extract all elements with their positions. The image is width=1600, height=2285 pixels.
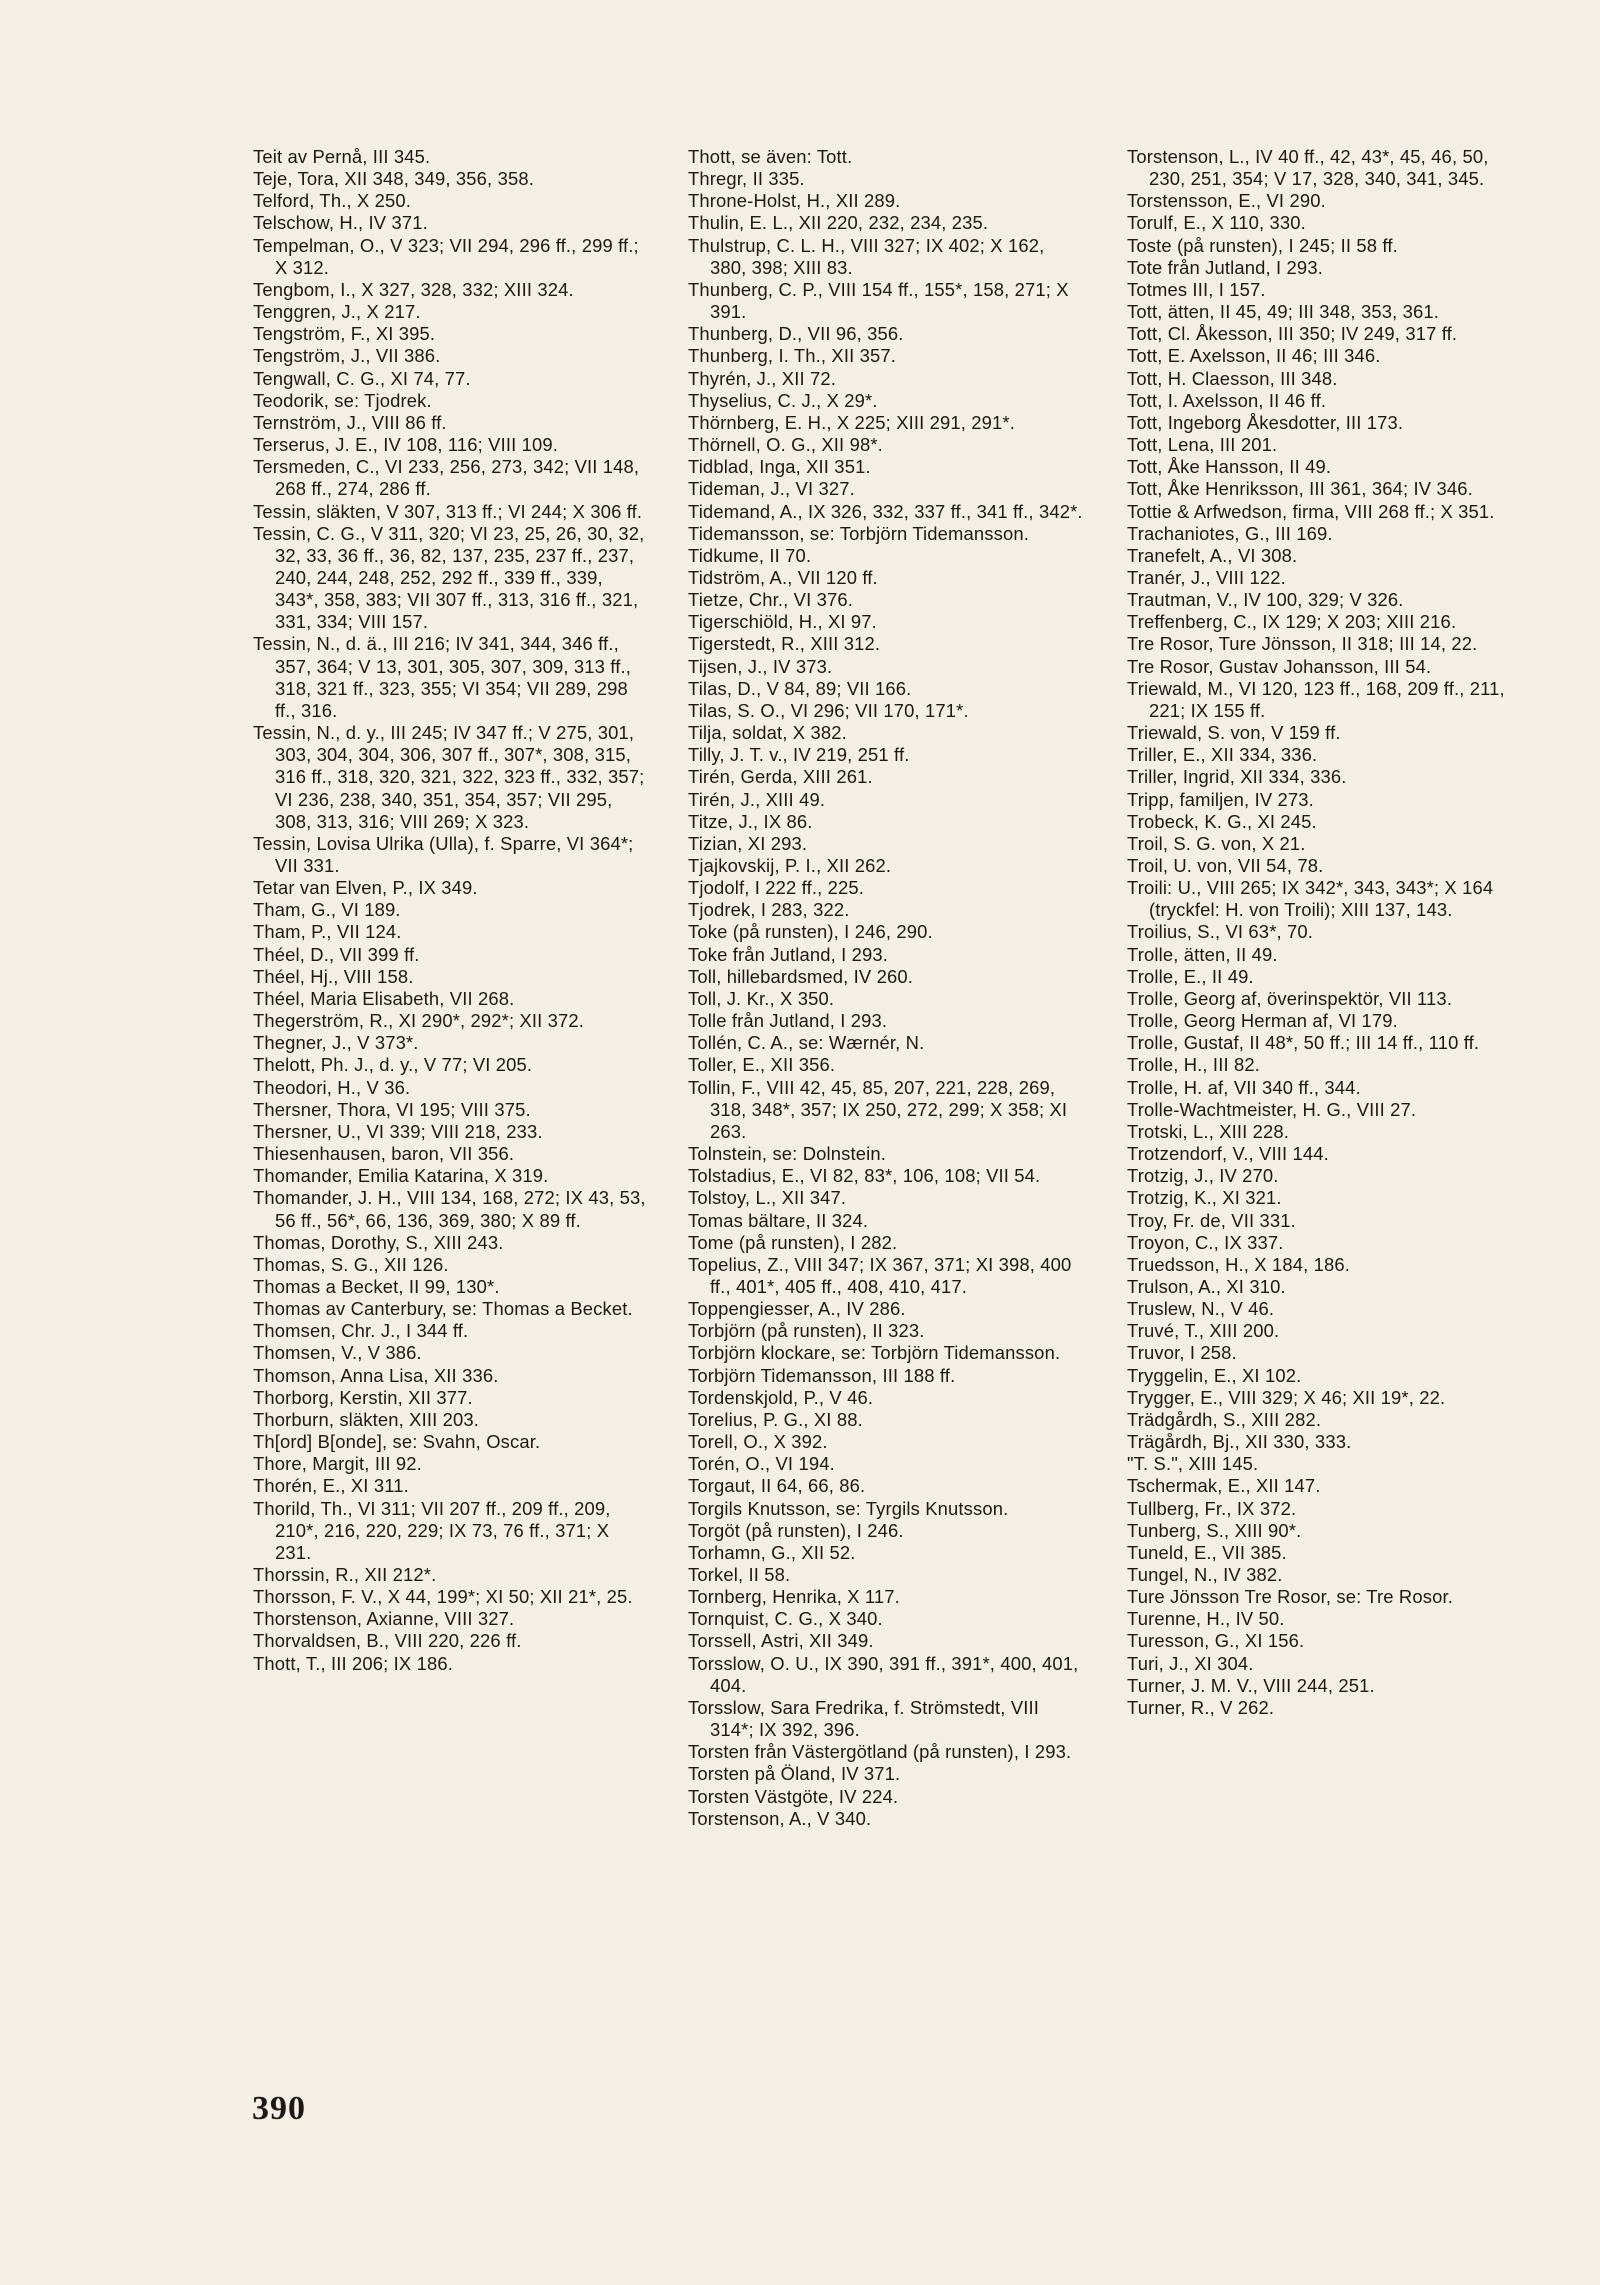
index-entry: Troil, U. von, VII 54, 78. bbox=[1127, 855, 1324, 876]
index-entry: Tidemand, A., IX 326, 332, 337 ff., 341 ff., 342*. bbox=[688, 500, 1083, 522]
index-entry: Tranefelt, A., VI 308. bbox=[1127, 544, 1298, 566]
index-entry: Tidblad, Inga, XII 351. bbox=[688, 456, 871, 478]
index-entry: Triewald, S. von, V 159 ff. bbox=[1127, 722, 1341, 744]
index-entry: Torssell, Astri, XII 349. bbox=[688, 1630, 874, 1652]
index-entry: Tott, E. Axelsson, II 46; III 346. bbox=[1127, 345, 1381, 367]
index-entry: Tjodolf, I 222 ff., 225. bbox=[688, 877, 865, 899]
index-entry: Théel, Maria Elisabeth, VII 268. bbox=[253, 987, 515, 1009]
index-entry: Tott, H. Claesson, III 348. bbox=[1127, 367, 1338, 389]
index-entry: Triller, E., XII 334, 336. bbox=[1127, 744, 1318, 766]
index-entry: Turenne, H., IV 50. bbox=[1127, 1608, 1285, 1630]
index-entry: Throne-Holst, H., XII 289. bbox=[688, 190, 901, 212]
index-entry: Thiesenhausen, baron, VII 356. bbox=[253, 1143, 515, 1165]
index-entry: Thomander, J. H., VIII 134, 168, 272; IX 43, 53, 56 ff., 56*, 66, 136, 369, 380; X 89 ff. bbox=[253, 1187, 646, 1231]
index-entry: Trolle-Wachtmeister, H. G., VIII 27. bbox=[1127, 1098, 1417, 1120]
index-entry: Tott, Åke Hansson, II 49. bbox=[1127, 456, 1332, 478]
index-entry: Th[ord] B[onde], se: Svahn, Oscar. bbox=[253, 1431, 541, 1453]
index-entry: Tott, ätten, II 45, 49; III 348, 353, 361. bbox=[1127, 301, 1439, 323]
index-entry: Trädgårdh, S., XIII 282. bbox=[1127, 1408, 1322, 1430]
index-entry: Tenggren, J., X 217. bbox=[253, 301, 421, 323]
index-entry: Telschow, H., IV 371. bbox=[253, 212, 428, 234]
index-entry: Tidström, A., VII 120 ff. bbox=[688, 566, 878, 588]
index-entry: Totmes III, I 157. bbox=[1127, 278, 1266, 300]
index-entry: Tolstoy, L., XII 347. bbox=[688, 1187, 847, 1209]
index-entry: Turner, R., V 262. bbox=[1127, 1696, 1275, 1718]
index-entry: Trolle, Gustaf, II 48*, 50 ff.; III 14 ff., 110 ff. bbox=[1127, 1032, 1480, 1054]
index-entry: Tham, P., VII 124. bbox=[253, 921, 402, 943]
index-entry: Thomas a Becket, II 99, 130*. bbox=[253, 1275, 500, 1297]
index-entry: Tigerschiöld, H., XI 97. bbox=[688, 611, 877, 633]
index-entry: Tolstadius, E., VI 82, 83*, 106, 108; VII 54. bbox=[688, 1165, 1041, 1187]
index-entry: Torell, O., X 392. bbox=[688, 1431, 828, 1453]
index-entry: Torelius, P. G., XI 88. bbox=[688, 1408, 863, 1430]
index-entry: Tengström, F., XI 395. bbox=[253, 323, 436, 345]
index-entry: Tott, Lena, III 201. bbox=[1127, 434, 1278, 456]
index-entry: Torbjörn (på runsten), II 323. bbox=[688, 1320, 925, 1342]
index-entry: Ture Jönsson Tre Rosor, se: Tre Rosor. bbox=[1127, 1586, 1453, 1608]
index-entry: Thorsson, F. V., X 44, 199*; XI 50; XII 21*, 25. bbox=[253, 1586, 633, 1608]
index-entry: Tijsen, J., IV 373. bbox=[688, 655, 833, 677]
index-entry: Torsslow, Sara Fredrika, f. Strömstedt, VIII 314*; IX 392, 396. bbox=[688, 1696, 1040, 1741]
index-entry: Tornberg, Henrika, X 117. bbox=[688, 1586, 900, 1608]
index-entry: Treffenberg, C., IX 129; X 203; XIII 216. bbox=[1127, 611, 1457, 633]
index-entry: Torsten på Öland, IV 371. bbox=[688, 1763, 901, 1785]
index-entry: Torsten från Västergötland (på runsten), I 293. bbox=[688, 1741, 1072, 1763]
index-entry: Tolnstein, se: Dolnstein. bbox=[688, 1143, 886, 1165]
index-entry: Tre Rosor, Ture Jönsson, II 318; III 14, 22. bbox=[1127, 633, 1478, 655]
index-entry: Trygger, E., VIII 329; X 46; XII 19*, 22. bbox=[1127, 1386, 1446, 1408]
index-entry: Thomas av Canterbury, se: Thomas a Becket. bbox=[253, 1298, 633, 1320]
index-entry: Tollin, F., VIII 42, 45, 85, 207, 221, 228, 269, 318, 348*, 357; IX 250, 272, 299; X 358; XI 263. bbox=[688, 1076, 1068, 1142]
index-entry: Tolle från Jutland, I 293. bbox=[688, 1010, 888, 1032]
index-entry: Thomas, S. G., XII 126. bbox=[253, 1253, 449, 1275]
index-entry: Thott, se även: Tott. bbox=[688, 146, 853, 167]
index-entry: Toppengiesser, A., IV 286. bbox=[688, 1298, 906, 1320]
index-entry: Torsten Västgöte, IV 224. bbox=[688, 1785, 899, 1807]
index-entry: Troil, S. G. von, X 21. bbox=[1127, 832, 1306, 854]
index-entry: Tomas bältare, II 324. bbox=[688, 1209, 869, 1231]
index-entry: Thorstenson, Axianne, VIII 327. bbox=[253, 1608, 515, 1630]
index-entry: Troyon, C., IX 337. bbox=[1127, 1231, 1284, 1253]
index-entry: Tilly, J. T. v., IV 219, 251 ff. bbox=[688, 744, 910, 766]
index-entry: Topelius, Z., VIII 347; IX 367, 371; XI 398, 400 ff., 401*, 405 ff., 408, 410, 417. bbox=[688, 1253, 1072, 1297]
index-entry: Tordenskjold, P., V 46. bbox=[688, 1386, 874, 1408]
index-entry: Torsslow, O. U., IX 390, 391 ff., 391*, 400, 401, 404. bbox=[688, 1652, 1079, 1696]
index-entry: Thomsen, Chr. J., I 344 ff. bbox=[253, 1320, 469, 1342]
page-number: 390 bbox=[252, 2090, 306, 2127]
index-entry: Tornquist, C. G., X 340. bbox=[688, 1608, 883, 1630]
index-entry: Torulf, E., X 110, 330. bbox=[1127, 212, 1306, 234]
index-entry: Terserus, J. E., IV 108, 116; VIII 109. bbox=[253, 434, 559, 456]
index-entry: Tullberg, Fr., IX 372. bbox=[1127, 1497, 1297, 1519]
index-entry: Torgaut, II 64, 66, 86. bbox=[688, 1475, 866, 1497]
index-entry: Triewald, M., VI 120, 123 ff., 168, 209 ff., 211, 221; IX 155 ff. bbox=[1127, 677, 1505, 721]
index-entry: Truvor, I 258. bbox=[1127, 1342, 1237, 1364]
index-entry: Thott, T., III 206; IX 186. bbox=[253, 1652, 453, 1674]
index-entry: Tizian, XI 293. bbox=[688, 832, 808, 854]
index-entry: Trotski, L., XIII 228. bbox=[1127, 1120, 1290, 1142]
index-entry: Trolle, E., II 49. bbox=[1127, 965, 1254, 987]
index-entry: Tripp, familjen, IV 273. bbox=[1127, 788, 1314, 810]
index-entry: Tidemansson, se: Torbjörn Tidemansson. bbox=[688, 522, 1029, 544]
index-entry: Thyrén, J., XII 72. bbox=[688, 367, 836, 389]
index-entry: Tengström, J., VII 386. bbox=[253, 345, 441, 367]
index-entry: Tjajkovskij, P. I., XII 262. bbox=[688, 855, 892, 876]
index-entry: Torbjörn klockare, se: Torbjörn Tidemansson. bbox=[688, 1342, 1061, 1364]
index-entry: Thunberg, C. P., VIII 154 ff., 155*, 158, 271; X 391. bbox=[688, 278, 1069, 323]
index-entry: Torbjörn Tidemansson, III 188 ff. bbox=[688, 1364, 956, 1386]
index-entry: Trotzig, J., IV 270. bbox=[1127, 1165, 1279, 1187]
index-entry: Tietze, Chr., VI 376. bbox=[688, 589, 853, 611]
index-entry: Trolle, H. af, VII 340 ff., 344. bbox=[1127, 1076, 1361, 1098]
index-entry: Torén, O., VI 194. bbox=[688, 1453, 835, 1475]
index-entry: Tranér, J., VIII 122. bbox=[1127, 566, 1286, 588]
index-entry: Toll, hillebardsmed, IV 260. bbox=[688, 965, 914, 987]
index-entry: Tryggelin, E., XI 102. bbox=[1127, 1364, 1302, 1386]
index-entry: Theodori, H., V 36. bbox=[253, 1076, 411, 1098]
index-entry: Tersmeden, C., VI 233, 256, 273, 342; VII 148, 268 ff., 274, 286 ff. bbox=[253, 456, 640, 500]
index-entry: Tetar van Elven, P., IX 349. bbox=[253, 877, 478, 899]
index-entry: Troilius, S., VI 63*, 70. bbox=[1127, 921, 1314, 943]
index-entry: Tollén, C. A., se: Wærnér, N. bbox=[688, 1032, 925, 1054]
index-entry: Turi, J., XI 304. bbox=[1127, 1652, 1254, 1674]
index-entry: Tott, Ingeborg Åkesdotter, III 173. bbox=[1127, 411, 1404, 433]
index-entry: Telford, Th., X 250. bbox=[253, 190, 412, 212]
index-entry: Tessin, N., d. y., III 245; IV 347 ff.; V 275, 301, 303, 304, 304, 306, 307 ff., 307*, 308, 315, 316 ff., 318, 320, 321, 322, 323 ff., 332, 357; VI 236, 238, 340, 351, 354, 357; VII 295, 308, 313, 316; VIII 269; X 323. bbox=[253, 722, 645, 832]
index-entry: Thersner, Thora, VI 195; VIII 375. bbox=[253, 1098, 531, 1120]
index-entry: Trolle, H., III 82. bbox=[1127, 1054, 1260, 1076]
index-entry: "T. S.", XIII 145. bbox=[1127, 1453, 1259, 1475]
index-entry: Tham, G., VI 189. bbox=[253, 899, 401, 921]
index-entry: Thegerström, R., XI 290*, 292*; XII 372. bbox=[253, 1010, 585, 1032]
index-entry: Thulstrup, C. L. H., VIII 327; IX 402; X 162, 380, 398; XIII 83. bbox=[688, 234, 1045, 278]
index-entry: Toke från Jutland, I 293. bbox=[688, 943, 889, 965]
index-entry: Truslew, N., V 46. bbox=[1127, 1298, 1275, 1320]
index-entry: Turner, J. M. V., VIII 244, 251. bbox=[1127, 1674, 1375, 1696]
index-entry: Tilas, D., V 84, 89; VII 166. bbox=[688, 677, 912, 699]
index-entry: Trotzig, K., XI 321. bbox=[1127, 1187, 1282, 1209]
index-entry: Tott, Åke Henriksson, III 361, 364; IV 346. bbox=[1127, 478, 1473, 500]
index-entry: Tengwall, C. G., XI 74, 77. bbox=[253, 367, 471, 389]
index-entry: Trulson, A., XI 310. bbox=[1127, 1275, 1286, 1297]
index-column-2 bbox=[688, 146, 1083, 1830]
index-entry: Trägårdh, Bj., XII 330, 333. bbox=[1127, 1431, 1352, 1453]
index-entry: Trolle, ätten, II 49. bbox=[1127, 943, 1278, 965]
index-entry: Tigerstedt, R., XIII 312. bbox=[688, 633, 881, 655]
index-entry: Troy, Fr. de, VII 331. bbox=[1127, 1209, 1296, 1231]
index-entry: Tote från Jutland, I 293. bbox=[1127, 256, 1323, 278]
index-entry: Tschermak, E., XII 147. bbox=[1127, 1475, 1321, 1497]
index-entry: Torgöt (på runsten), I 246. bbox=[688, 1519, 904, 1541]
index-entry: Thomas, Dorothy, S., XIII 243. bbox=[253, 1231, 504, 1253]
index-entry: Teje, Tora, XII 348, 349, 356, 358. bbox=[253, 168, 534, 190]
index-entry: Torgils Knutsson, se: Tyrgils Knutsson. bbox=[688, 1497, 1009, 1519]
index-entry: Théel, Hj., VIII 158. bbox=[253, 965, 414, 987]
index-entry: Thomander, Emilia Katarina, X 319. bbox=[253, 1165, 549, 1187]
index-entry: Trautman, V., IV 100, 329; V 326. bbox=[1127, 589, 1404, 611]
index-entry: Thorild, Th., VI 311; VII 207 ff., 209 ff., 209, 210*, 216, 220, 229; IX 73, 76 ff., 371; X 231. bbox=[253, 1497, 611, 1563]
index-entry: Thersner, U., VI 339; VIII 218, 233. bbox=[253, 1120, 543, 1142]
index-entry: Tott, I. Axelsson, II 46 ff. bbox=[1127, 389, 1327, 411]
index-entry: Troili: U., VIII 265; IX 342*, 343, 343*; X 164 (tryckfel: H. von Troili); XIII 137, 143. bbox=[1127, 877, 1494, 921]
index-entry: Tirén, Gerda, XIII 261. bbox=[688, 766, 873, 788]
index-entry: Torstensson, E., VI 290. bbox=[1127, 190, 1326, 212]
index-entry: Thunberg, I. Th., XII 357. bbox=[688, 345, 897, 367]
index-entry: Torkel, II 58. bbox=[688, 1564, 791, 1585]
index-entry: Teit av Pernå, III 345. bbox=[253, 146, 431, 167]
index-entry: Triller, Ingrid, XII 334, 336. bbox=[1127, 766, 1347, 788]
index-entry: Tottie & Arfwedson, firma, VIII 268 ff.; X 351. bbox=[1127, 500, 1495, 522]
index-entry: Thelott, Ph. J., d. y., V 77; VI 205. bbox=[253, 1054, 533, 1076]
index-entry: Tilas, S. O., VI 296; VII 170, 171*. bbox=[688, 699, 969, 721]
index-column-1 bbox=[253, 146, 648, 1675]
index-entry: Tempelman, O., V 323; VII 294, 296 ff., 299 ff.; X 312. bbox=[253, 234, 639, 278]
index-entry: Tirén, J., XIII 49. bbox=[688, 788, 826, 810]
index-entry: Toste (på runsten), I 245; II 58 ff. bbox=[1127, 234, 1398, 256]
index-entry: Tessin, släkten, V 307, 313 ff.; VI 244; X 306 ff. bbox=[253, 500, 643, 522]
index-entry: Tre Rosor, Gustav Johansson, III 54. bbox=[1127, 655, 1432, 677]
index-entry: Thyselius, C. J., X 29*. bbox=[688, 389, 878, 411]
index-entry: Thorburn, släkten, XIII 203. bbox=[253, 1408, 480, 1430]
index-entry: Trobeck, K. G., XI 245. bbox=[1127, 810, 1317, 832]
index-entry: Torstenson, A., V 340. bbox=[688, 1807, 872, 1829]
index-entry: Tjodrek, I 283, 322. bbox=[688, 899, 850, 921]
index-entry: Turesson, G., XI 156. bbox=[1127, 1630, 1305, 1652]
index-entry: Tessin, N., d. ä., III 216; IV 341, 344, 346 ff., 357, 364; V 13, 301, 305, 307, 309, 313 ff., 318, 321 ff., 323, 355; VI 354; VII 289, 298 ff., 316. bbox=[253, 633, 631, 721]
index-entry: Thulin, E. L., XII 220, 232, 234, 235. bbox=[688, 212, 989, 234]
index-entry: Trachaniotes, G., III 169. bbox=[1127, 522, 1333, 544]
index-entry: Truedsson, H., X 184, 186. bbox=[1127, 1253, 1351, 1275]
index-entry: Tengbom, I., X 327, 328, 332; XIII 324. bbox=[253, 278, 574, 300]
index-entry: Trolle, Georg af, överinspektör, VII 113. bbox=[1127, 987, 1453, 1009]
index-entry: Ternström, J., VIII 86 ff. bbox=[253, 411, 447, 433]
index-column-3 bbox=[1127, 146, 1522, 1719]
index-entry: Thomsen, V., V 386. bbox=[253, 1342, 422, 1364]
index-entry: Teodorik, se: Tjodrek. bbox=[253, 389, 432, 411]
index-entry: Tuneld, E., VII 385. bbox=[1127, 1541, 1287, 1563]
index-entry: Trolle, Georg Herman af, VI 179. bbox=[1127, 1010, 1398, 1032]
index-entry: Thorborg, Kerstin, XII 377. bbox=[253, 1386, 473, 1408]
index-entry: Thorén, E., XI 311. bbox=[253, 1475, 409, 1497]
index-entry: Tome (på runsten), I 282. bbox=[688, 1231, 898, 1253]
index-entry: Tessin, Lovisa Ulrika (Ulla), f. Sparre, VI 364*; VII 331. bbox=[253, 832, 634, 876]
index-entry: Thore, Margit, III 92. bbox=[253, 1453, 422, 1475]
index-entry: Thörnell, O. G., XII 98*. bbox=[688, 434, 883, 456]
index-entry: Tott, Cl. Åkesson, III 350; IV 249, 317 ff. bbox=[1127, 323, 1458, 345]
index-entry: Thunberg, D., VII 96, 356. bbox=[688, 323, 904, 345]
index-entry: Tilja, soldat, X 382. bbox=[688, 722, 847, 744]
index-entry: Torstenson, L., IV 40 ff., 42, 43*, 45, 46, 50, 230, 251, 354; V 17, 328, 340, 341, 345. bbox=[1127, 146, 1489, 190]
index-entry: Titze, J., IX 86. bbox=[688, 810, 813, 832]
index-entry: Tunberg, S., XIII 90*. bbox=[1127, 1519, 1302, 1541]
index-entry: Tidkume, II 70. bbox=[688, 544, 812, 566]
index-entry: Trotzendorf, V., VIII 144. bbox=[1127, 1143, 1329, 1165]
index-entry: Truvé, T., XIII 200. bbox=[1127, 1320, 1280, 1342]
index-entry: Thörnberg, E. H., X 225; XIII 291, 291*. bbox=[688, 411, 1016, 433]
index-entry: Thregr, II 335. bbox=[688, 168, 805, 190]
index-entry: Tideman, J., VI 327. bbox=[688, 478, 855, 500]
index-entry: Toke (på runsten), I 246, 290. bbox=[688, 921, 933, 943]
index-entry: Thegner, J., V 373*. bbox=[253, 1032, 419, 1054]
index-entry: Thorssin, R., XII 212*. bbox=[253, 1564, 437, 1585]
index-entry: Thomson, Anna Lisa, XII 336. bbox=[253, 1364, 499, 1386]
index-entry: Toll, J. Kr., X 350. bbox=[688, 987, 835, 1009]
index-entry: Tungel, N., IV 382. bbox=[1127, 1564, 1283, 1585]
index-entry: Tessin, C. G., V 311, 320; VI 23, 25, 26, 30, 32, 32, 33, 36 ff., 36, 82, 137, 235, 237 ff., 237, 240, 244, 248, 252, 292 ff., 339 ff., 339, 343*, 358, 383; VII 307 ff., 313, 316 ff., 321, 331, 334; VIII 157. bbox=[253, 522, 645, 633]
index-entry: Thorvaldsen, B., VIII 220, 226 ff. bbox=[253, 1630, 522, 1652]
index-entry: Théel, D., VII 399 ff. bbox=[253, 943, 420, 965]
index-entry: Toller, E., XII 356. bbox=[688, 1054, 836, 1076]
index-entry: Torhamn, G., XII 52. bbox=[688, 1541, 856, 1563]
